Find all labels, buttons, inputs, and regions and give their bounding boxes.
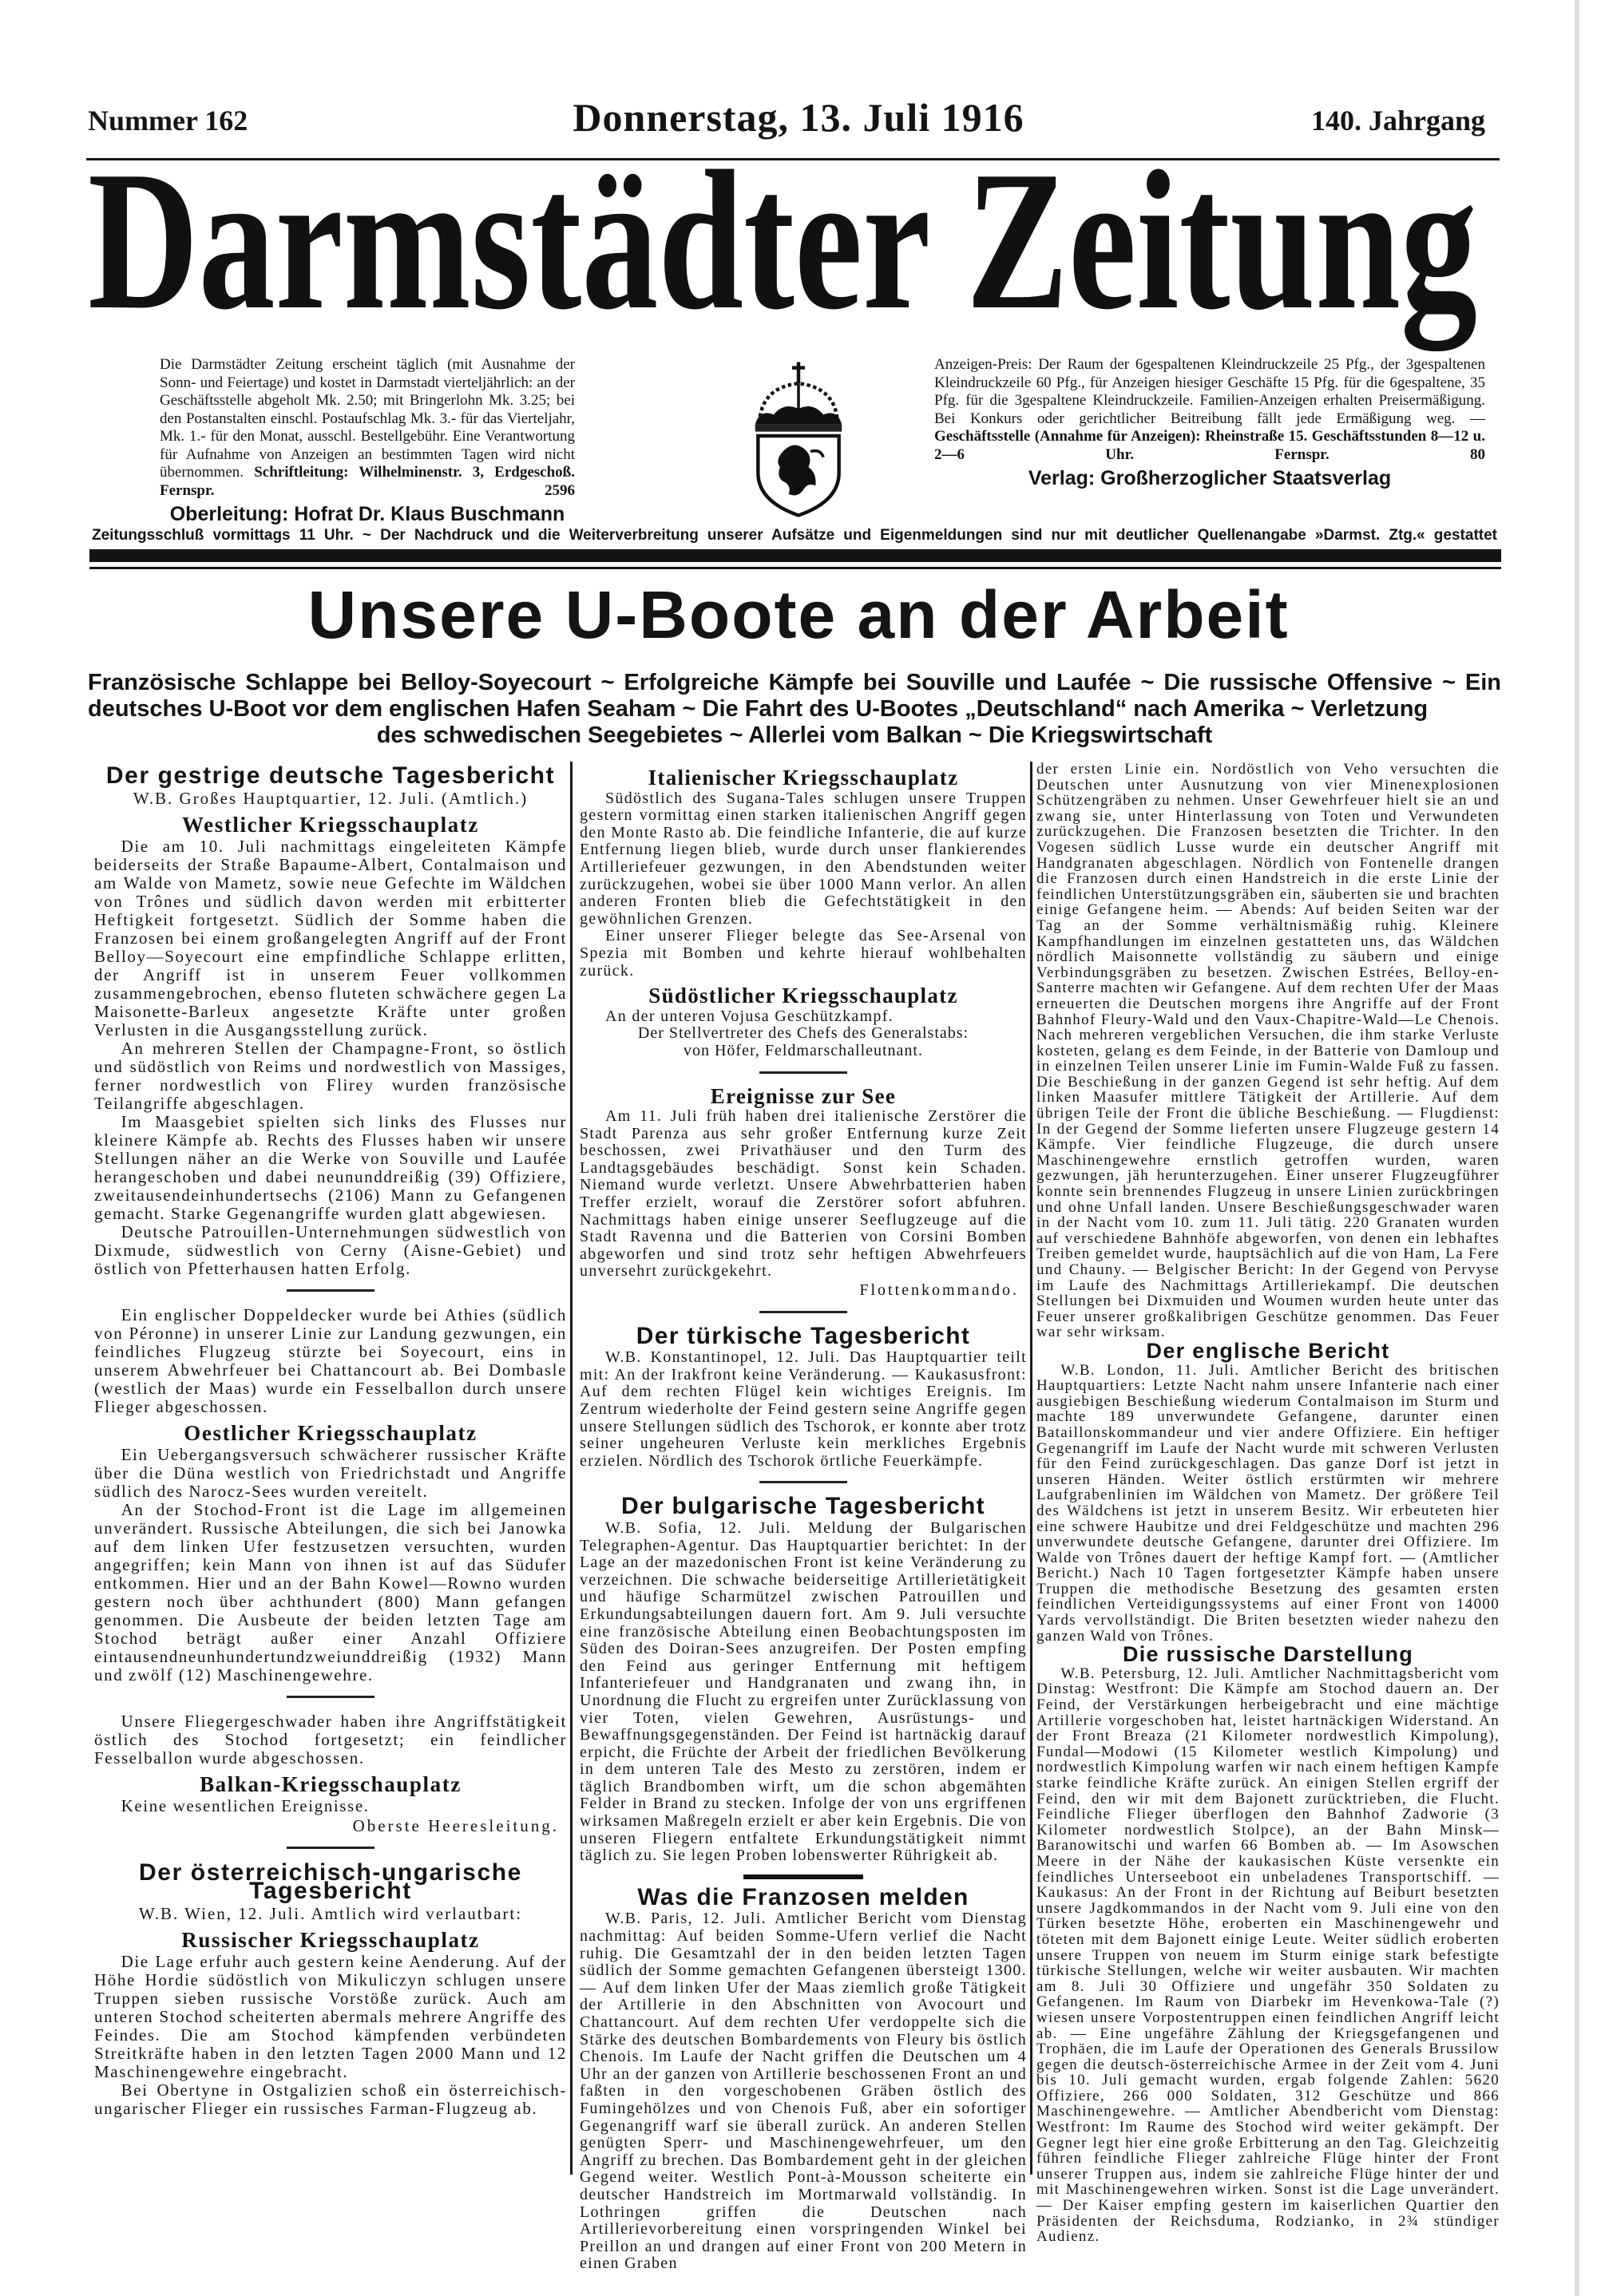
paragraph: Bei Obertyne in Ostgalizien schoß ein österreichisch-ungarischer Flieger ein russisches Farman-Flugzeug ab. (94, 2080, 567, 2118)
paragraph-continued: der ersten Linie ein. Nordöstlich von Veho versuchten die Deutschen unter Ausnutzung von vier Minenexplosionen Schützengräben zu nehmen. Unser Gewehrfeuer hielt sie an und zwang sie, unter Hinterlassung von Toten und Verwundeten zurückzugehen. Die Franzosen besetzten die Trichter. In den Vogesen südlich Lusse wurde ein deutscher Angriff mit Handgranaten abgeschlagen. Nördlich von Fontenelle drangen die Franzosen durch einen Handstreich in die erste Linie der feindlichen Unterstützungsgräben ein, säuberten sie und brachten einige Gefangene heim. — Abends: Auf beiden Seiten war der Tag an der Somme verhältnismäßig ruhig. Kleinere Kampfhandlungen im einzelnen gestatteten uns, das Wäldchen nördlich Maisonnette vollständig zu säubern und einige Verbindungsgräben zu besetzen. Zwischen Estrées, Belloy-en-Santerre machten wir Gefangene. Auf dem rechten Ufer der Maas erneuerten die Deutschen morgens ihre Angriffe auf der Front Bahnhof Fleury-Wald und den Vaux-Chapitre-Wald—Le Chenois. Nach mehreren vergeblichen Versuchen, die ihm starke Verluste kosteten, gelang es dem Feinde, in der Batterie von Damloup und in einzelnen Teilen unserer Linie im Fumin-Walde Fuß zu fassen. Die Beschießung in der ganzen Gegend ist sehr heftig. Auf dem linken Maasufer mittlere Tätigkeit der Artillerie. Auf dem übrigen Teile der Front die übliche Beschießung. — Flugdienst: In der Gegend der Somme lieferten unsere Flugzeuge gestern 14 Kämpfe. Vier feindliche Flugzeuge, die durch unsere Maschinengewehre ernstlich getroffen wurden, waren gezwungen, jäh herunterzugehen. Einer unserer Flugzeugführer konnte sein brennendes Flugzeug in unsere Linien zurückbringen und ohne Unfall landen. Unsere Beschießungsgeschwader waren in der Nacht vom 10. zum 11. Juli tätig. 220 Granaten wurden auf verschiedene Bahnhöfe abgeworfen, von denen ein lebhaftes Treiben gemeldet wurde, hauptsächlich auf die von Ham, La Fere und Chauny. — Belgischer Bericht: In der Gegend von Pervyse im Laufe des Nachmittags Artilleriekampf. Die deutschen Stellungen bei Dixmuiden und Woumen wurden heute unter das Feuer unserer großkalibrigen Geschütze genommen. Das Feuer war sehr wirksam. (1036, 761, 1500, 1341)
issue-date: Donnerstag, 13. Juli 1916 (573, 95, 1024, 140)
separator-rule (743, 1874, 863, 1879)
article-heading: Der türkische Tagesbericht (636, 1322, 971, 1349)
editor-line: Oberleitung: Hofrat Dr. Klaus Buschmann (169, 503, 565, 525)
article-heading: Die russische Darstellung (1122, 1642, 1414, 1667)
paragraph: Die Lage erfuhr auch gestern keine Aenderung. Auf der Höhe Hordie südöstlich von Mikuliczyn schlugen unsere Truppen sieben russische Vorstöße zurück. Auch am unteren Stochod scheiterten abermals mehrere Angriffe des Feindes. Die am Stochod kämpfenden verbündeten Streitkräfte haben in den letzten Tagen 2000 Mann und 12 Maschinengewehre eingebracht. (94, 1952, 567, 2081)
section-heading: Russischer Kriegsschauplatz (181, 1928, 480, 1952)
newspaper-title (80, 130, 1517, 351)
paragraph: W.B. Paris, 12. Juli. Amtlicher Bericht vom Dienstag nachmittag: Auf beiden Somme-Ufern verlief die Nacht ruhig. Die Gesamtzahl der in den beiden letzten Tagen südlich der Somme gemachten Gefangenen übersteigt 1300. — Auf dem linken Ufer der Maas ziemlich große Tätigkeit der Artillerie in den Abschnitten von Avocourt und Chattancourt. Auf dem rechten Ufer verdoppelte sich die Stärke des deutschen Bombardements von Fleury bis östlich Chenois. Im Laufe der Nacht griffen die Deutschen um 4 Uhr an der ganzen von Artillerie beschossenen Front an und faßten in den vorgeschobenen Gräben östlich des Fumingehölzes und von Chenois Fuß, aber ein sofortiger Gegenangriff warf sie überall zurück. An anderen Stellen genügten Sperr- und Maschinengewehrfeuer, um den Angriff zu brechen. Das Bombardement geht in der gleichen Gegend weiter. Westlich Pont-à-Mousson scheiterte ein deutscher Handstreich im Mortmarwald vollständig. In Lothringen griffen die Deutschen nach Artillerievorbereitung einen vorspringenden Winkel bei Preillon an und drangen auf einer Front von 200 Metern in einen Graben (580, 1910, 1027, 2273)
paragraph: Unsere Fliegergeschwader haben ihre Angriffstätigkeit östlich des Stochod fortgesetzt; ein feindlicher Fesselballon wurde abgeschossen. (94, 1712, 567, 1768)
section-heading: Südöstlicher Kriegsschauplatz (648, 984, 958, 1008)
article-heading: Was die Franzosen melden (637, 1883, 969, 1910)
paragraph: Ein englischer Doppeldecker wurde bei Athies (südlich von Péronne) in unserer Linie zur Landung gezwungen, ein feindliches Flugzeug stürzte bei Soyecourt, eins in unserem Abwehrfeuer bei Chattancourt ab. Bei Dombasle (westlich der Maas) wurde ein Fesselballon durch unsere Flieger abgeschossen. (94, 1305, 567, 1416)
subscription-info (160, 356, 575, 500)
column-divider (1030, 762, 1032, 2175)
business-office: Geschäftsstelle (Annahme für Anzeigen): Rheinstraße 15. Geschäftsstunden 8—12 u. 2—6 Uhr. Fernspr. 80 (934, 428, 1485, 463)
advertising-block (934, 356, 1485, 490)
separator-rule (287, 1696, 374, 1698)
article-heading: Der englische Bericht (1146, 1338, 1390, 1363)
volume-year: 140. Jahrgang (1310, 105, 1485, 137)
section-heading: Westlicher Kriegsschauplatz (182, 813, 479, 837)
paragraph: Deutsche Patrouillen-Unternehmungen südwestlich von Dixmude, südwestlich von Cerny (Aisne-Gebiet) und östlich von Pfetterhausen hatten Erfolg. (94, 1222, 567, 1278)
issue-number: Nummer 162 (88, 105, 248, 137)
masthead-thick-rule (89, 549, 1501, 562)
paragraph: W.B. Petersburg, 12. Juli. Amtlicher Nachmittagsbericht vom Dinstag: Westfront: Die Kämpfe am Stochod dauern an. Der Feind, der Verstärkungen herbeigebracht und eine mächtige Artillerie vorgeschoben hat, leistet hartnäckigen Widerstand. An der Front Breaza (21 Kilometer nordwestlich Kimpolung), Fundal—Modowi (15 Kilometer westlich Kimpolung) und nordwestlich Kimpolung warfen wir nach einem heftigen Kampfe starke feindliche Kräfte zurück. An einigen Stellen ergriff der Feind, den wir mit dem Bajonett zurücktrieben, die Flucht. Feindliche Flieger überflogen den Bahnhof Zadworie (3 Kilometer nordwestlich Stolpce), an der Bahn Minsk—Baranowitschi und warfen 66 Bomben ab. — Im Asowschen Meere in der Nähe der kaukasischen Küste versenkte ein feindliches Unterseeboot ein unbeladenes Transportschiff. — Kaukasus: An der Front in der Richtung auf Beiburt besetzten unsere Jagdkommandos in der Nacht vom 9. Juli eine von den Türken besetzte Höhe, eroberten ein Maschinengewehr und töteten mit dem Bajonett einige Leute. Weiter südlich eroberten unsere Truppen von neuem im Sturm einige stark befestigte türkische Stellungen, welche wir weiter ausbauten. Wir machten am 8. Juli 30 Offiziere und ungefähr 350 Soldaten zu Gefangenen. Im Raum von Diarbekr im Hevenkowa-Tale (?) wiesen unsere Vorpostentruppen einen feindlichen Angriff leicht ab. — Eine ungefähre Zählung der Kriegsgefangenen und Trophäen, die im Laufe der Operationen des Generals Brussilow gegen die deutsch-österreichische Armee in der Zeit vom 4. Juni bis 10. Juli gemacht wurden, ergab folgende Zahlen: 5620 Offiziere, 266 000 Soldaten, 312 Geschütze und 866 Maschinengewehre. — Amtlicher Abendbericht vom Dienstag: Westfront: Im Raume des Stochod wird weiter gekämpft. Der Gegner legt hier eine große Erbitterung an den Tag. Gleichzeitig führen feindliche Flieger zahlreiche Flüge hinter der Front unserer Truppen aus, indem sie zahlreiche Flüge hinter der und mit Maschinengewehren wirken. Sonst ist die Lage unverändert. — Der Kaiser empfing gestern im kaiserlichen Quartier den Präsidenten der Reichsduma, Rodzianko, in 2¾ stündiger Audienz. (1036, 1665, 1500, 2246)
paragraph: Keine wesentlichen Ereignisse. (121, 1796, 370, 1815)
column-divider (570, 762, 573, 2175)
column-3 (1036, 761, 1500, 2246)
paragraph: Die am 10. Juli nachmittags eingeleiteten Kämpfe beiderseits der Straße Bapaume-Albert, Contalmaison und am Walde von Mametz, sowie neue Gefechte im Wäldchen von Trônes und südlich davon werden mit erbitterter Heftigkeit fortgesetzt. Südlich der Somme haben die Franzosen bei einem großangelegten Angriff auf der Front Belloy—Soyecourt eine empfindliche Schlappe erlitten, der Angriff ist in unserem Feuer vollkommen zusammengebrochen, ebenso fluteten schwächere gegen La Maisonette-Barleux angesetzte Kräfte unter großen Verlusten in die Ausgangsstellung zurück. (94, 837, 567, 1039)
summary-text: Französische Schlappe bei Belloy-Soyecourt ~ Erfolgreiche Kämpfe bei Souville und Laufée ~ Die russische Offensive ~ Ein deutsches U-Boot vor dem englischen Hafen Seaham ~ Die Fahrt des U-Bootes „Deutschland“ nach Amerika ~ Verletzung (88, 670, 1501, 722)
paragraph: Ein Uebergangsversuch schwächerer russischer Kräfte über die Düna westlich von Friedrichstadt und Angriffe südlich des Narocz-Sees wurden vereitelt. (94, 1445, 567, 1501)
paragraph: An der Stochod-Front ist die Lage im allgemeinen unverändert. Russische Abteilungen, die sich bei Janowka auf dem linken Ufer festzusetzen versuchten, wurden angegriffen; kein Mann von ihnen ist auf das Südufer entkommen. Hier und an der Bahn Kowel—Rowno wurden gestern noch über achthundert (800) Mann gefangen genommen. Die Ausbeute der beiden letzten Tage am Stochod beträgt außer einer Anzahl Offiziere eintausendneunhundertundzweiunddreißig (1932) Mann und zwölf (12) Maschinengewehre. (94, 1500, 567, 1684)
section-heading: Balkan-Kriegsschauplatz (200, 1772, 462, 1796)
columns-row (0, 761, 1597, 2273)
paragraph: Südöstlich des Sugana-Tales schlugen unsere Truppen gestern vormittag einen starken italienischen Angriff gegen den Monte Rasto ab. Die feindliche Infanterie, die auf kurze Entfernung liegen blieb, wurde durch unser flankierendes Artilleriefeuer gezwungen, in den Abendstunden weiter zurückzugehen, wobei sie über 1000 Mann verlor. An allen anderen Fronten blieb die Gefechtstätigkeit in den gewöhnlichen Grenzen. (580, 789, 1027, 928)
page-edge (1575, 0, 1579, 2296)
masthead-thin-rule (89, 567, 1501, 569)
article-heading: Der gestrige deutsche Tagesbericht (105, 762, 556, 789)
paragraph: Einer unserer Flieger belegte das See-Arsenal von Spezia mit Bomben und kehrte hierauf wohlbehalten zurück. (580, 927, 1027, 980)
dateline: W.B. Großes Hauptquartier, 12. Juli. (Amtlich.) (133, 789, 529, 808)
publisher-line: Verlag: Großherzoglicher Staatsverlag (1028, 467, 1392, 489)
separator-rule (287, 1289, 374, 1292)
coat-of-arms-icon (739, 359, 858, 519)
editorial-office: Schriftleitung: Wilhelminenstr. 3, Erdgeschoß. Fernspr. 2596 (160, 464, 576, 499)
paragraph: An der unteren Vojusa Geschützkampf. (605, 1007, 894, 1025)
subscription-text: Die Darmstädter Zeitung erscheint täglich (mit Ausnahme der Sonn- und Feiertage) und kostet in Darmstadt vierteljährlich: an der Geschäftsstelle abgeholt Mk. 2.50; mit Bringerlohn Mk. 3.25; bei den Postanstalten einschl. Postaufschlag Mk. 3.- für das Vierteljahr, Mk. 1.- für den Monat, ausschl. Bestellgebühr. Eine Verantwortung für Aufnahme von Anzeigen an bestimmten Tagen wird nicht übernommen. (160, 356, 575, 481)
signature: Der Stellvertreter des Chefs des Generalstabs: (637, 1024, 969, 1043)
paragraph: An mehreren Stellen der Champagne-Front, so östlich und südöstlich von Reims und nordwestlich von Massiges, ferner nordwestlich von Flirey wurden französische Teilangriffe abgeschlagen. (94, 1039, 567, 1113)
section-heading: Oestlicher Kriegsschauplatz (184, 1421, 478, 1445)
newspaper-title-text: Darmstädter Zeitung (88, 130, 1477, 351)
paragraph: W.B. London, 11. Juli. Amtlicher Bericht des britischen Hauptquartiers: Letzte Nacht nahm unsere Infanterie nach einer ausgiebigen Beschießung wiederum Contalmaison im Sturm und machte 189 unverwundete Gefangene, darunter einen Bataillonskommandeur und vier andere Offiziere. Ein heftiger Gegenangriff im Laufe der Nacht wurde mit schweren Verlusten für den Feind zurückgeschlagen. Das ganze Dorf ist jetzt in unseren Händen. Weiter östlich erstürmten wir mehrere Laufgrabenlinien im Wäldchen von Mametz. Der größere Teil des Wäldchens ist jetzt in unserem Besitz. Wir erbeuteten hier eine schwere Haubitze und drei Feldgeschütze und machten 296 unverwundete deutsche Gefangene, darunter drei Offiziere. Im Walde von Trônes dauert der heftige Kampf fort. — (Amtlicher Bericht.) Nach 10 Tagen fortgesetzter Kämpfe haben unsere Truppen die methodische Besetzung des gesamten ersten feindlichen Verteidigungssystems auf einer Front von 14000 Yards vervollständigt. Die Briten besetzten wieder nahezu den ganzen Wald von Trônes. (1036, 1361, 1500, 1645)
article-heading: Der bulgarische Tagesbericht (621, 1493, 985, 1520)
subscription-block (160, 356, 575, 526)
headline-summary (88, 670, 1501, 749)
paragraph: Im Maasgebiet spielten sich links des Flusses nur kleinere Kämpfe ab. Rechts des Flusses haben wir unsere Stellungen näher an die Werke von Souville und Laufée herangeschoben und dabei neununddreißig (39) Offiziere, zweitausendeinhundertsechs (2106) Mann zu Gefangenen gemacht. Starke Gegenangriffe wurden glatt abgewiesen. (94, 1112, 567, 1223)
paragraph: W.B. Sofia, 12. Juli. Meldung der Bulgarischen Telegraphen-Agentur. Das Hauptquartier berichtet: In der Lage an der mazedonischen Front ist keine Veränderung zu verzeichnen. Die schwache beiderseitige Artillerietätigkeit und häufige Scharmützel zwischen Patrouillen und Erkundungsabteilungen dauern fort. Am 9. Juli versuchte eine französische Abteilung einen Beobachtungsposten im Süden des Doiran-Sees anzugreifen. Der Posten empfing den Feind aus geringer Entfernung mit heftigem Infanteriefeuer und Handgranaten und zwang ihn, in Unordnung die Flucht zu ergreifen unter Zurücklassung von vier Toten, vielen Gewehren, Ausrüstungs- und Bewaffnungsgegenständen. Der Feind ist hartnäckig darauf erpicht, die Früchte der Arbeit der friedlichen Bevölkerung in dem unteren Tale des Mesto zu zerstören, indem er täglich Brandbomben wirft, um die schon abgemähten Felder in Brand zu stecken. Infolge der von uns ergriffenen wirksamen Maßregeln erzielt er aber kein Ergebnis. Die von unseren Fliegern entfaltete Erkundungstätigkeit nimmt täglich zu. Sie legen Proben lobenswerter Rührigkeit ab. (580, 1518, 1027, 1865)
signature: Flottenkommando. (859, 1281, 1019, 1300)
ad-price-text: Anzeigen-Preis: Der Raum der 6gespaltenen Kleindruckzeile 25 Pfg., der 3gespaltenen Kleindruckzeile 60 Pfg., für Anzeigen hiesiger Geschäfte 15 Pfg. für die 6gespaltene, 35 Pfg. für die 3gespaltene Kleindruckzeile. Familien-Anzeigen erhalten Preisermäßigung. Bei Konkurs oder gerichtlicher Beitreibung fällt jede Ermäßigung weg. — (934, 356, 1485, 427)
column-1 (94, 762, 567, 2175)
separator-rule (759, 1481, 847, 1483)
summary-last-line: des schwedischen Seegebietes ~ Allerlei vom Balkan ~ Die Kriegswirtschaft (376, 722, 1213, 748)
dateline: W.B. Wien, 12. Juli. Amtlich wird verlautbart: (138, 1904, 523, 1923)
main-headline: Unsere U-Boote an der Arbeit (307, 577, 1290, 652)
separator-rule (759, 1311, 847, 1313)
main-content (0, 573, 1597, 2273)
article-heading: Der österreichisch-ungarische Tagesbericht (139, 1859, 522, 1904)
separator-rule (287, 1847, 374, 1849)
section-heading: Ereignisse zur See (710, 1083, 897, 1108)
signature: Oberste Heeresleitung. (352, 1816, 559, 1835)
paragraph: W.B. Konstantinopel, 12. Juli. Das Hauptquartier teilt mit: An der Irakfront keine Veränderung. — Kaukasusfront: Auf dem rechten Flügel kein wichtiges Ereignis. Im Zentrum wiederholte der Feind gestern seine Angriffe gegen unsere Stellungen südlich des Tschorok, er konnte aber trotz seiner ungeheuren Verluste kein merkliches Ergebnis erzielen. Nördlich des Tschorok örtliche Feuerkämpfe. (580, 1348, 1027, 1470)
advertising-info (934, 356, 1485, 464)
reprint-notice: Zeitungsschluß vormittags 11 Uhr. ~ Der Nachdruck und die Weiterverbreitung unserer Aufsätze und Eigenmeldungen sind nur mit deutlicher Quellenangabe »Darmst. Ztg.« gestattet (92, 527, 1497, 544)
section-heading: Italienischer Kriegsschauplatz (648, 766, 959, 790)
signature: von Höfer, Feldmarschalleutnant. (683, 1041, 923, 1059)
separator-rule (759, 1071, 847, 1074)
column-2 (580, 762, 1027, 2273)
paragraph: Am 11. Juli früh haben drei italienische Zerstörer die Stadt Parenza aus sehr großer Entfernung kurze Zeit beschossen, zwei Privathäuser und den Turm des Landtagsgebäudes beschädigt. Sonst kein Schaden. Niemand wurde verletzt. Unsere Abwehrbatterien haben Treffer erzielt, worauf die Zerstörer sofort abfuhren. Nachmittags haben einige unserer Seeflugzeuge auf die Stadt Ravenna und die Batterien von Corsini Bomben abgeworfen und sind trotz sehr heftigen Abwehrfeuers unversehrt zurückgekehrt. (580, 1107, 1027, 1281)
